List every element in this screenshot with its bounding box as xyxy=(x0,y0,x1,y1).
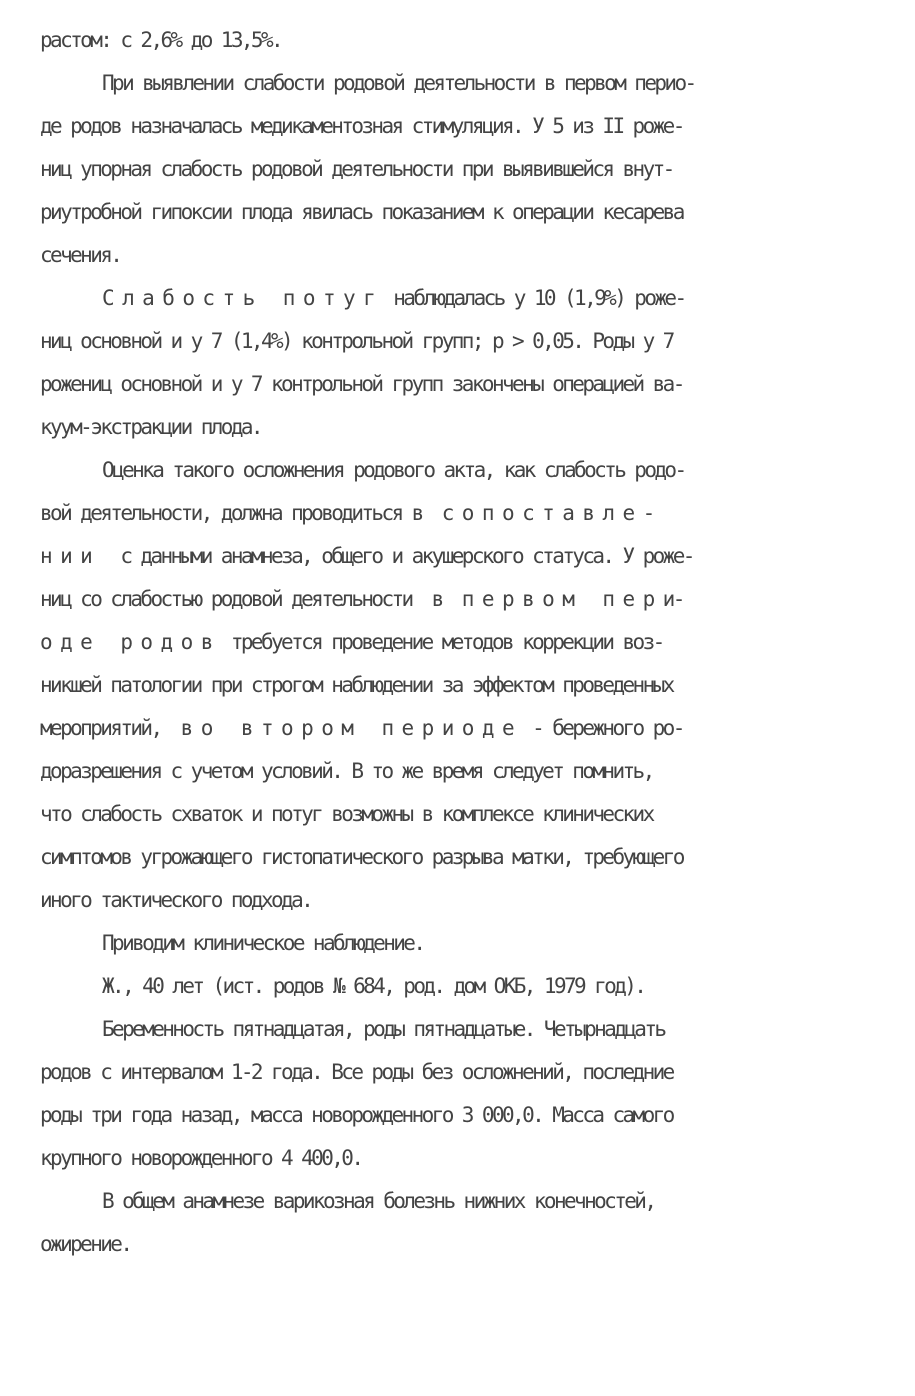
text-line: В общем анамнезе варикозная болезнь нижних конечностей, xyxy=(102,1189,655,1213)
text-line: растом: с 2,6% до 13,5%. xyxy=(40,28,282,52)
text-line: ниц упорная слабость родовой деятельности при выявившейся внут- xyxy=(40,157,673,181)
text-line: н и и с данными анамнеза, общего и акушерского статуса. У роже- xyxy=(40,544,693,568)
text-line: симптомов угрожающего гистопатического разрыва матки, требующего xyxy=(40,845,683,869)
text-line: родов с интервалом 1-2 года. Все роды без осложнений, последние xyxy=(40,1060,673,1084)
text-line: Ж., 40 лет (ист. родов № 684, род. дом ОКБ, 1979 год). xyxy=(102,974,645,998)
text-line: вой деятельности, должна проводиться в с о п о с т а в л е - xyxy=(40,501,653,525)
text-line: ниц со слабостью родовой деятельности в п е р в о м п е р и- xyxy=(40,587,683,611)
text-line: де родов назначалась медикаментозная стимуляция. У 5 из II роже- xyxy=(40,114,683,138)
text-line: что слабость схваток и потуг возможны в комплексе клинических xyxy=(40,802,653,826)
text-line: о д е р о д о в требуется проведение методов коррекции воз- xyxy=(40,630,663,654)
text-line: сечения. xyxy=(40,243,121,267)
text-line: риутробной гипоксии плода явилась показанием к операции кесарева xyxy=(40,200,683,224)
text-line: никшей патологии при строгом наблюдении за эффектом проведенных xyxy=(40,673,673,697)
text-line: ниц основной и у 7 (1,4%) контрольной групп; p > 0,05. Роды у 7 xyxy=(40,329,673,353)
text-line: иного тактического подхода. xyxy=(40,888,312,912)
text-line: С л а б о с т ь п о т у г наблюдалась у 10 (1,9%) роже- xyxy=(102,286,685,310)
text-line: При выявлении слабости родовой деятельности в первом перио- xyxy=(102,71,695,95)
text-line: доразрешения с учетом условий. В то же время следует помнить, xyxy=(40,759,653,783)
text-line: ожирение. xyxy=(40,1232,131,1256)
text-line: мероприятий, в о в т о р о м п е р и о д е - бережного ро- xyxy=(40,716,683,740)
text-line: рожениц основной и у 7 контрольной групп закончены операцией ва- xyxy=(40,372,683,396)
text-line: крупного новорожденного 4 400,0. xyxy=(40,1146,362,1170)
text-line: куум-экстракции плода. xyxy=(40,415,261,439)
text-line: Оценка такого осложнения родового акта, как слабость родо- xyxy=(102,458,685,482)
text-line: роды три года назад, масса новорожденного 3 000,0. Масса самого xyxy=(40,1103,673,1127)
text-line: Приводим клиническое наблюдение. xyxy=(102,931,424,955)
text-line: Беременность пятнадцатая, роды пятнадцатые. Четырнадцать xyxy=(102,1017,665,1041)
